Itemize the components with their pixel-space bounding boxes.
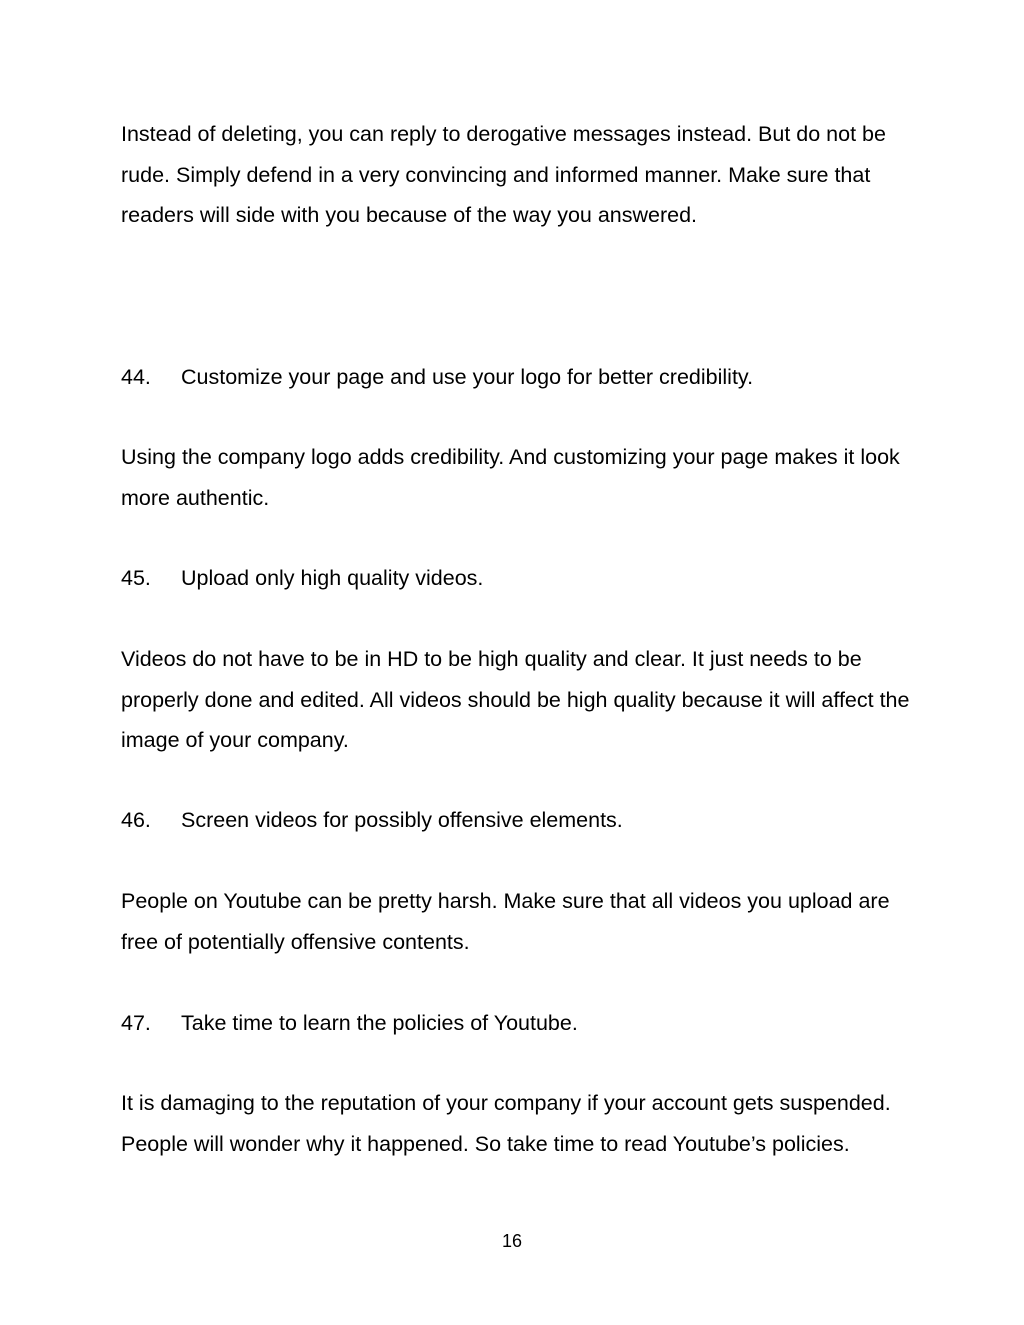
section-number: 47. — [121, 1011, 151, 1035]
section-number: 46. — [121, 808, 151, 832]
section-title: Upload only high quality videos. — [181, 566, 484, 590]
section-body-45: Videos do not have to be in HD to be high quality and clear. It just needs to be properly done and edited. All videos should be high quality because it will affect the image of your company. — [121, 647, 910, 752]
section-heading-46 — [121, 800, 623, 840]
section-title: Customize your page and use your logo for better credibility. — [181, 365, 754, 389]
section-number: 45. — [121, 566, 151, 590]
section-title: Screen videos for possibly offensive elements. — [181, 808, 623, 832]
section-body-46: People on Youtube can be pretty harsh. Make sure that all videos you upload are free of potentially offensive contents. — [121, 889, 890, 954]
section-heading-44 — [121, 357, 753, 397]
section-number: 44. — [121, 365, 151, 389]
section-body-47: It is damaging to the reputation of your company if your account gets suspended. People will wonder why it happened. So take time to read Youtube’s policies. — [121, 1091, 891, 1156]
section-heading-47 — [121, 1003, 578, 1043]
section-heading-45 — [121, 558, 483, 598]
section-title: Take time to learn the policies of Youtube. — [181, 1011, 578, 1035]
page-number: 16 — [501, 1231, 523, 1251]
section-body-44: Using the company logo adds credibility. And customizing your page makes it look more authentic. — [121, 445, 900, 510]
intro-paragraph: Instead of deleting, you can reply to derogative messages instead. But do not be rude. Simply defend in a very convincing and informed manner. Make sure that readers will side with you because of the way you answered. — [121, 122, 886, 227]
